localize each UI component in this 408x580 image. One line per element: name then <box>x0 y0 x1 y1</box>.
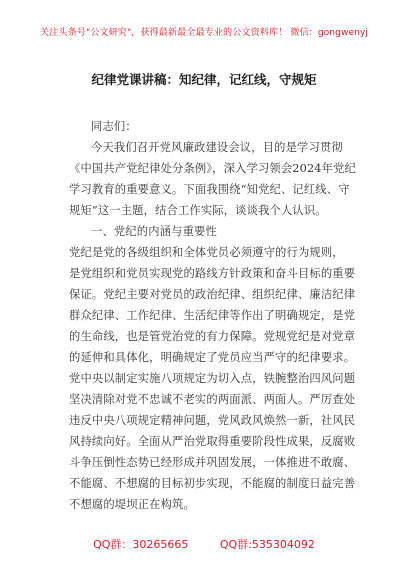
footer-qq-group-2: QQ群:535304092 <box>219 538 315 551</box>
header-promo-note: 关注头条号"公文研究"，获得最新最全最专业的公文资料库！ 微信：gongwenyj <box>40 27 368 38</box>
para1-line-1: 今天我们召开党风廉政建设会议，目的是学习贯彻 <box>91 141 343 154</box>
para2-line-10: 风持续向好。全面从严治党取得重要阶段性成果，反腐败 <box>69 435 356 448</box>
salutation: 同志们： <box>91 120 137 133</box>
section-heading-1: 一、党纪的内涵与重要性 <box>91 225 217 238</box>
footer-qq-group-1: QQ群：30265665 <box>93 538 189 551</box>
para2-line-2: 是党组织和党员实现党的路线方针政策和奋斗目标的重要 <box>69 267 356 280</box>
para1-line-2: 《中国共产党纪律处分条例》，深入学习领会2024年党纪 <box>69 162 356 175</box>
para2-line-3: 保证。党纪主要对党员的政治纪律、组织纪律、廉洁纪律 <box>69 288 356 301</box>
para2-line-6: 的延伸和具体化，明确规定了党员应当严守的纪律要求。 <box>69 351 356 364</box>
para1-line-4: 规矩”这一主题，结合工作实际，谈谈我个人认识。 <box>69 204 327 217</box>
para2-line-4: 群众纪律、工作纪律、生活纪律等作出了明确规定，是党 <box>69 309 356 322</box>
para2-line-12: 不能腐、不想腐的目标初步实现，不能腐的制度日益完善 <box>69 477 356 490</box>
para1-line-3: 学习教育的重要意义。下面我围绕“知党纪、记红线、守 <box>69 183 350 196</box>
para2-line-13: 不想腐的堤坝正在构筑。 <box>69 498 195 511</box>
document-body <box>69 116 356 515</box>
para2-line-5: 的生命线，也是管党治党的有力保障。党规党纪是对党章 <box>69 330 356 343</box>
para2-line-9: 违反中央八项规定精神问题，党风政风焕然一新，社风民 <box>69 414 356 427</box>
para2-line-8: 坚决清除对党不忠诚不老实的两面派、两面人。严厉查处 <box>69 393 356 406</box>
footer-contact <box>0 536 408 552</box>
document-title: 纪律党课讲稿：知纪律，记红线，守规矩 <box>91 72 317 87</box>
para2-line-7: 党中央以制定实施八项规定为切入点，铁腕整治四风问题 <box>69 372 356 385</box>
para2-line-11: 斗争压倒性态势已经形成并巩固发展，一体推进不敢腐、 <box>69 456 356 469</box>
para2-line-1: 党纪是党的各级组织和全体党员必须遵守的行为规则， <box>69 246 344 259</box>
